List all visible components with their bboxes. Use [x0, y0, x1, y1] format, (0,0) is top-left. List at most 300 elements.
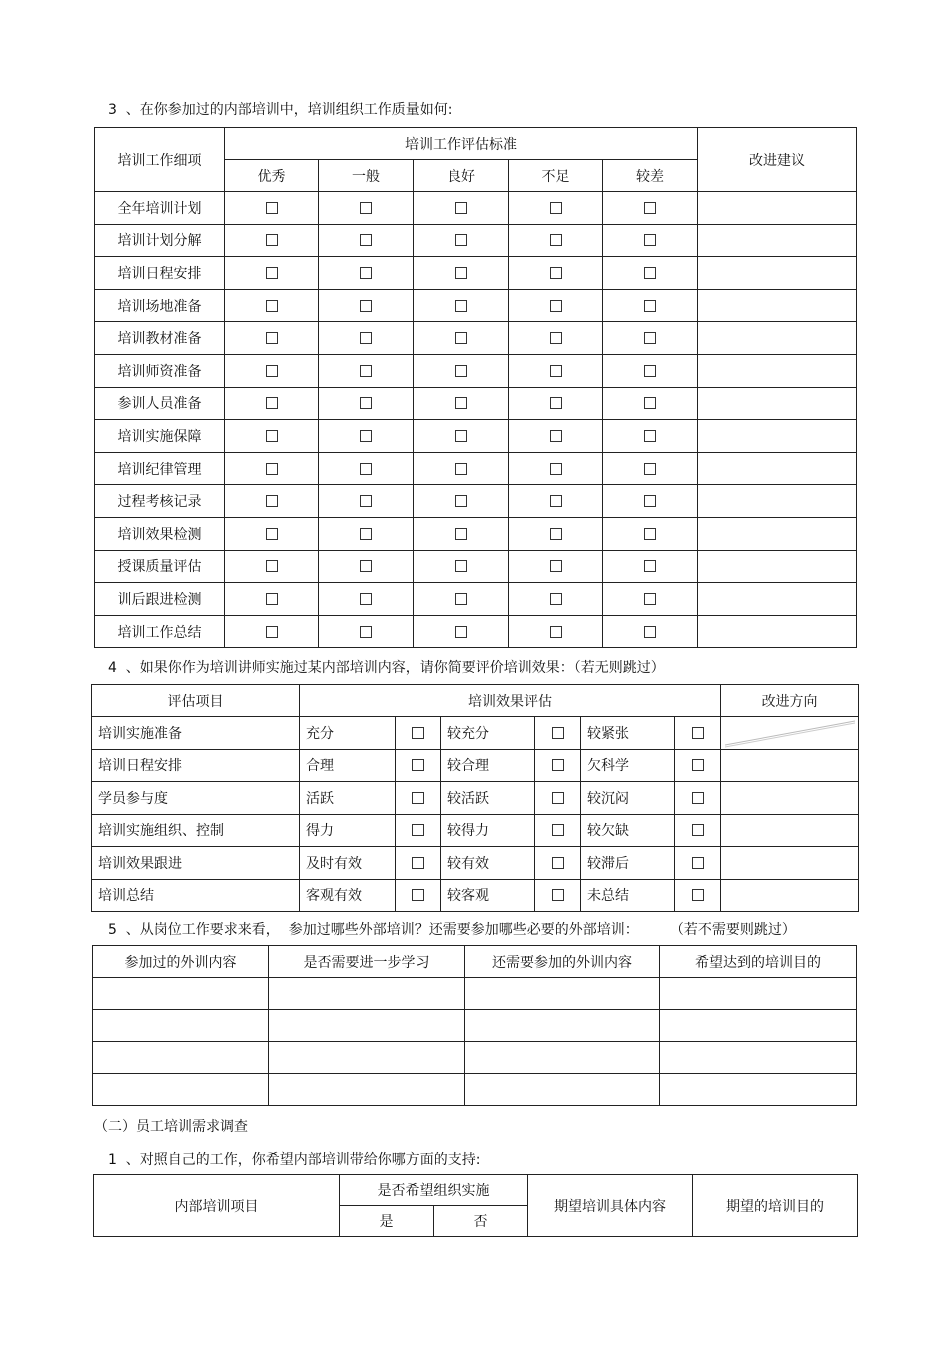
- checkbox-icon[interactable]: [692, 727, 704, 739]
- q3-suggest-cell[interactable]: [698, 452, 857, 485]
- checkbox-icon[interactable]: [644, 463, 656, 475]
- checkbox-icon[interactable]: [692, 857, 704, 869]
- q1-header-group: 是否希望组织实施: [340, 1175, 528, 1206]
- q3-checkbox-cell[interactable]: [603, 322, 698, 355]
- checkbox-icon[interactable]: [455, 463, 467, 475]
- q4-option-label: 未总结: [581, 879, 675, 912]
- q4-option-label: 充分: [300, 717, 396, 750]
- q5-blank-cell[interactable]: [93, 1074, 269, 1106]
- section2-title: （二）员工培训需求调查: [94, 1119, 248, 1135]
- checkbox-icon[interactable]: [455, 593, 467, 605]
- q3-checkbox-cell[interactable]: [509, 420, 603, 453]
- q5-header-cell: 是否需要进一步学习: [269, 946, 465, 978]
- checkbox-icon[interactable]: [360, 593, 372, 605]
- q3-row: [95, 192, 857, 225]
- q3-row-label: 培训教材准备: [95, 322, 225, 355]
- q3-row: [95, 387, 857, 420]
- q3-checkbox-cell[interactable]: [603, 387, 698, 420]
- q4-row: [92, 847, 859, 880]
- q4-option-label: 较客观: [441, 879, 535, 912]
- q3-row-label: 授课质量评估: [95, 550, 225, 583]
- q3-suggest-cell[interactable]: [698, 192, 857, 225]
- q3-checkbox-cell[interactable]: [414, 485, 509, 518]
- checkbox-icon[interactable]: [455, 560, 467, 572]
- q4-row: [92, 782, 859, 815]
- checkbox-icon[interactable]: [644, 626, 656, 638]
- q3-checkbox-cell[interactable]: [509, 354, 603, 387]
- checkbox-icon[interactable]: [552, 792, 564, 804]
- q5-blank-cell[interactable]: [660, 1074, 857, 1106]
- q5-blank-cell[interactable]: [465, 1074, 660, 1106]
- q3-row-label: 培训日程安排: [95, 257, 225, 290]
- q3-checkbox-cell[interactable]: [603, 224, 698, 257]
- q3-checkbox-cell[interactable]: [603, 257, 698, 290]
- checkbox-icon[interactable]: [455, 234, 467, 246]
- checkbox-icon[interactable]: [266, 528, 278, 540]
- q4-option-label: 较得力: [441, 814, 535, 847]
- q3-suggest-cell[interactable]: [698, 583, 857, 616]
- checkbox-icon[interactable]: [644, 332, 656, 344]
- checkbox-icon[interactable]: [360, 430, 372, 442]
- q3-checkbox-cell[interactable]: [319, 354, 414, 387]
- q4-checkbox-cell[interactable]: [396, 717, 441, 750]
- checkbox-icon[interactable]: [550, 267, 562, 279]
- q4-checkbox-cell[interactable]: [675, 847, 721, 880]
- q3-checkbox-cell[interactable]: [319, 224, 414, 257]
- q1-header-no: 否: [434, 1206, 528, 1237]
- q3-checkbox-cell[interactable]: [509, 322, 603, 355]
- checkbox-icon[interactable]: [360, 463, 372, 475]
- q4-row-label: 学员参与度: [92, 782, 300, 815]
- checkbox-icon[interactable]: [266, 560, 278, 572]
- checkbox-icon[interactable]: [455, 300, 467, 312]
- q4-row-label: 培训日程安排: [92, 749, 300, 782]
- q4-checkbox-cell[interactable]: [396, 814, 441, 847]
- q5-blank-cell[interactable]: [660, 1042, 857, 1074]
- checkbox-icon[interactable]: [644, 430, 656, 442]
- checkbox-icon[interactable]: [266, 300, 278, 312]
- checkbox-icon[interactable]: [266, 267, 278, 279]
- checkbox-icon[interactable]: [550, 463, 562, 475]
- checkbox-icon[interactable]: [692, 889, 704, 901]
- q4-option-label: 较合理: [441, 749, 535, 782]
- q4-checkbox-cell[interactable]: [675, 782, 721, 815]
- checkbox-icon[interactable]: [644, 267, 656, 279]
- q4-header-direction: 改进方向: [721, 685, 859, 717]
- checkbox-icon[interactable]: [644, 593, 656, 605]
- checkbox-icon[interactable]: [455, 332, 467, 344]
- q4-option-label: 合理: [300, 749, 396, 782]
- q4-checkbox-cell[interactable]: [396, 879, 441, 912]
- checkbox-icon[interactable]: [550, 593, 562, 605]
- checkbox-icon[interactable]: [692, 824, 704, 836]
- checkbox-icon[interactable]: [455, 626, 467, 638]
- q5-header-cell: 还需要参加的外训内容: [465, 946, 660, 978]
- q4-row: [92, 879, 859, 912]
- checkbox-icon[interactable]: [455, 495, 467, 507]
- q1-header-yes: 是: [340, 1206, 434, 1237]
- q3-suggest-cell[interactable]: [698, 224, 857, 257]
- checkbox-icon[interactable]: [412, 759, 424, 771]
- q3-suggest-cell[interactable]: [698, 289, 857, 322]
- q3-header-group: 培训工作评估标准: [225, 128, 698, 160]
- q3-checkbox-cell[interactable]: [319, 550, 414, 583]
- checkbox-icon[interactable]: [266, 430, 278, 442]
- q4-row-label: 培训效果跟进: [92, 847, 300, 880]
- q5-table: [92, 945, 857, 1106]
- q4-checkbox-cell[interactable]: [396, 782, 441, 815]
- q4-direction-cell[interactable]: [721, 782, 859, 815]
- q3-checkbox-cell[interactable]: [509, 224, 603, 257]
- q3-checkbox-cell[interactable]: [603, 192, 698, 225]
- q3-row-label: 过程考核记录: [95, 485, 225, 518]
- q4-checkbox-cell[interactable]: [535, 879, 581, 912]
- q4-checkbox-cell[interactable]: [535, 749, 581, 782]
- checkbox-icon[interactable]: [360, 560, 372, 572]
- q4-title: 4 、如果你作为培训讲师实施过某内部培训内容，请你简要评价培训效果：（若无则跳过）: [108, 660, 665, 676]
- q3-row: [95, 322, 857, 355]
- q3-header-item: 培训工作细项: [95, 128, 225, 192]
- checkbox-icon[interactable]: [455, 267, 467, 279]
- q3-checkbox-cell[interactable]: [509, 517, 603, 550]
- q5-header-cell: 参加过的外训内容: [93, 946, 269, 978]
- q3-checkbox-cell[interactable]: [225, 420, 319, 453]
- q3-row: [95, 485, 857, 518]
- q3-checkbox-cell[interactable]: [603, 452, 698, 485]
- checkbox-icon[interactable]: [360, 495, 372, 507]
- q4-checkbox-cell[interactable]: [675, 717, 721, 750]
- q3-suggest-cell[interactable]: [698, 257, 857, 290]
- q3-row-label: 培训场地准备: [95, 289, 225, 322]
- checkbox-icon[interactable]: [360, 202, 372, 214]
- q4-checkbox-cell[interactable]: [535, 782, 581, 815]
- q5-blank-cell[interactable]: [269, 1074, 465, 1106]
- checkbox-icon[interactable]: [692, 759, 704, 771]
- q3-level-header: 较差: [603, 160, 698, 192]
- q3-checkbox-cell[interactable]: [414, 322, 509, 355]
- q3-row: [95, 517, 857, 550]
- checkbox-icon[interactable]: [552, 889, 564, 901]
- q3-suggest-cell[interactable]: [698, 387, 857, 420]
- q4-option-label: 较活跃: [441, 782, 535, 815]
- q4-row: [92, 814, 859, 847]
- q3-checkbox-cell[interactable]: [509, 452, 603, 485]
- q5-blank-cell[interactable]: [269, 1042, 465, 1074]
- q4-checkbox-cell[interactable]: [396, 749, 441, 782]
- q4-option-label: 得力: [300, 814, 396, 847]
- q3-checkbox-cell[interactable]: [603, 420, 698, 453]
- checkbox-icon[interactable]: [644, 202, 656, 214]
- q5-blank-cell[interactable]: [660, 1010, 857, 1042]
- q3-suggest-cell[interactable]: [698, 420, 857, 453]
- q3-header-suggest: 改进建议: [698, 128, 857, 192]
- checkbox-icon[interactable]: [266, 626, 278, 638]
- q3-title: 3 、在你参加过的内部培训中，培训组织工作质量如何:: [108, 102, 453, 118]
- checkbox-icon[interactable]: [360, 397, 372, 409]
- q4-option-label: 较欠缺: [581, 814, 675, 847]
- q3-level-header: 不足: [509, 160, 603, 192]
- q3-checkbox-cell[interactable]: [319, 192, 414, 225]
- q3-checkbox-cell[interactable]: [414, 354, 509, 387]
- q4-direction-cell[interactable]: [721, 749, 859, 782]
- q3-checkbox-cell[interactable]: [414, 257, 509, 290]
- q3-checkbox-cell[interactable]: [414, 452, 509, 485]
- q4-table: [91, 684, 859, 912]
- q3-row: [95, 420, 857, 453]
- q3-suggest-cell[interactable]: [698, 615, 857, 648]
- checkbox-icon[interactable]: [550, 365, 562, 377]
- q3-checkbox-cell[interactable]: [319, 420, 414, 453]
- checkbox-icon[interactable]: [552, 824, 564, 836]
- q3-checkbox-cell[interactable]: [319, 485, 414, 518]
- q3-row-label: 培训师资准备: [95, 354, 225, 387]
- q3-checkbox-cell[interactable]: [603, 517, 698, 550]
- q4-direction-cell[interactable]: [721, 717, 859, 750]
- q3-checkbox-cell[interactable]: [319, 322, 414, 355]
- q3-checkbox-cell[interactable]: [225, 257, 319, 290]
- q3-checkbox-cell[interactable]: [603, 485, 698, 518]
- q3-checkbox-cell[interactable]: [509, 550, 603, 583]
- q5-blank-cell[interactable]: [93, 1010, 269, 1042]
- q3-checkbox-cell[interactable]: [509, 615, 603, 648]
- q4-option-label: 欠科学: [581, 749, 675, 782]
- q4-direction-cell[interactable]: [721, 847, 859, 880]
- q3-suggest-cell[interactable]: [698, 485, 857, 518]
- q3-checkbox-cell[interactable]: [603, 583, 698, 616]
- q3-suggest-cell[interactable]: [698, 322, 857, 355]
- checkbox-icon[interactable]: [550, 300, 562, 312]
- q3-checkbox-cell[interactable]: [225, 322, 319, 355]
- q3-checkbox-cell[interactable]: [414, 192, 509, 225]
- q5-blank-cell[interactable]: [465, 1010, 660, 1042]
- checkbox-icon[interactable]: [550, 495, 562, 507]
- q3-table: [94, 127, 857, 648]
- q3-checkbox-cell[interactable]: [319, 452, 414, 485]
- q3-row: [95, 354, 857, 387]
- q3-checkbox-cell[interactable]: [225, 550, 319, 583]
- q3-checkbox-cell[interactable]: [319, 615, 414, 648]
- checkbox-icon[interactable]: [644, 495, 656, 507]
- q5-title: 5 、从岗位工作要求来看， 参加过哪些外部培训？还需要参加哪些必要的外部培训： （若不需要则跳过）: [108, 922, 796, 938]
- checkbox-icon[interactable]: [455, 528, 467, 540]
- checkbox-icon[interactable]: [692, 792, 704, 804]
- checkbox-icon[interactable]: [550, 626, 562, 638]
- checkbox-icon[interactable]: [550, 332, 562, 344]
- q4-checkbox-cell[interactable]: [675, 749, 721, 782]
- q3-checkbox-cell[interactable]: [225, 517, 319, 550]
- q3-checkbox-cell[interactable]: [225, 387, 319, 420]
- q3-row: [95, 257, 857, 290]
- q5-blank-cell[interactable]: [269, 1010, 465, 1042]
- q3-row: [95, 452, 857, 485]
- checkbox-icon[interactable]: [266, 463, 278, 475]
- checkbox-icon[interactable]: [412, 727, 424, 739]
- q3-checkbox-cell[interactable]: [509, 387, 603, 420]
- checkbox-icon[interactable]: [644, 560, 656, 572]
- checkbox-icon[interactable]: [360, 267, 372, 279]
- q1-header-content: 期望培训具体内容: [528, 1175, 693, 1237]
- q3-row: [95, 615, 857, 648]
- q3-checkbox-cell[interactable]: [319, 517, 414, 550]
- q4-option-label: 较沉闷: [581, 782, 675, 815]
- q3-checkbox-cell[interactable]: [509, 485, 603, 518]
- q4-option-label: 较充分: [441, 717, 535, 750]
- q3-row: [95, 583, 857, 616]
- checkbox-icon[interactable]: [550, 397, 562, 409]
- checkbox-icon[interactable]: [644, 234, 656, 246]
- checkbox-icon[interactable]: [455, 430, 467, 442]
- checkbox-icon[interactable]: [455, 397, 467, 409]
- q3-level-header: 一般: [319, 160, 414, 192]
- q3-checkbox-cell[interactable]: [225, 354, 319, 387]
- checkbox-icon[interactable]: [266, 397, 278, 409]
- checkbox-icon[interactable]: [644, 397, 656, 409]
- q4-checkbox-cell[interactable]: [675, 879, 721, 912]
- q3-row-label: 训后跟进检测: [95, 583, 225, 616]
- checkbox-icon[interactable]: [552, 857, 564, 869]
- checkbox-icon[interactable]: [266, 234, 278, 246]
- q5-header-cell: 希望达到的培训目的: [660, 946, 857, 978]
- q4-checkbox-cell[interactable]: [675, 814, 721, 847]
- q3-checkbox-cell[interactable]: [603, 615, 698, 648]
- q4-row-label: 培训实施组织、控制: [92, 814, 300, 847]
- q4-row: [92, 749, 859, 782]
- q1-header-purpose: 期望的培训目的: [693, 1175, 858, 1237]
- checkbox-icon[interactable]: [550, 202, 562, 214]
- q4-option-label: 客观有效: [300, 879, 396, 912]
- q3-checkbox-cell[interactable]: [414, 517, 509, 550]
- checkbox-icon[interactable]: [550, 560, 562, 572]
- hatch-mark: [721, 717, 859, 749]
- q3-checkbox-cell[interactable]: [225, 192, 319, 225]
- q4-checkbox-cell[interactable]: [535, 847, 581, 880]
- q3-suggest-cell[interactable]: [698, 354, 857, 387]
- q3-checkbox-cell[interactable]: [225, 452, 319, 485]
- q3-row-label: 全年培训计划: [95, 192, 225, 225]
- q5-blank-cell[interactable]: [660, 978, 857, 1010]
- checkbox-icon[interactable]: [455, 365, 467, 377]
- q4-option-label: 较有效: [441, 847, 535, 880]
- q3-row: [95, 224, 857, 257]
- q4-option-label: 及时有效: [300, 847, 396, 880]
- q3-checkbox-cell[interactable]: [319, 583, 414, 616]
- q3-checkbox-cell[interactable]: [414, 289, 509, 322]
- q1-table: [93, 1174, 858, 1237]
- q1-title: 1 、对照自己的工作，你希望内部培训带给你哪方面的支持:: [108, 1152, 481, 1168]
- q4-header-group: 培训效果评估: [300, 685, 721, 717]
- checkbox-icon[interactable]: [360, 365, 372, 377]
- checkbox-icon[interactable]: [360, 300, 372, 312]
- q5-blank-cell[interactable]: [93, 978, 269, 1010]
- q4-row-label: 培训总结: [92, 879, 300, 912]
- q4-checkbox-cell[interactable]: [535, 814, 581, 847]
- checkbox-icon[interactable]: [455, 202, 467, 214]
- q3-checkbox-cell[interactable]: [414, 387, 509, 420]
- checkbox-icon[interactable]: [266, 593, 278, 605]
- checkbox-icon[interactable]: [360, 626, 372, 638]
- q3-level-header: 良好: [414, 160, 509, 192]
- checkbox-icon[interactable]: [412, 889, 424, 901]
- q3-checkbox-cell[interactable]: [509, 583, 603, 616]
- checkbox-icon[interactable]: [552, 759, 564, 771]
- checkbox-icon[interactable]: [552, 727, 564, 739]
- q4-direction-cell[interactable]: [721, 814, 859, 847]
- q3-checkbox-cell[interactable]: [509, 192, 603, 225]
- checkbox-icon[interactable]: [412, 792, 424, 804]
- q3-checkbox-cell[interactable]: [509, 289, 603, 322]
- q4-checkbox-cell[interactable]: [396, 847, 441, 880]
- q3-checkbox-cell[interactable]: [319, 387, 414, 420]
- q3-checkbox-cell[interactable]: [225, 615, 319, 648]
- q3-row-label: 培训计划分解: [95, 224, 225, 257]
- q3-row-label: 培训纪律管理: [95, 452, 225, 485]
- q3-checkbox-cell[interactable]: [225, 485, 319, 518]
- q3-checkbox-cell[interactable]: [414, 615, 509, 648]
- q3-checkbox-cell[interactable]: [225, 289, 319, 322]
- checkbox-icon[interactable]: [266, 365, 278, 377]
- q4-direction-cell[interactable]: [721, 879, 859, 912]
- q3-checkbox-cell[interactable]: [414, 420, 509, 453]
- q4-checkbox-cell[interactable]: [535, 717, 581, 750]
- q4-row: [92, 717, 859, 750]
- q5-blank-cell[interactable]: [269, 978, 465, 1010]
- q3-checkbox-cell[interactable]: [225, 224, 319, 257]
- q3-suggest-cell[interactable]: [698, 550, 857, 583]
- checkbox-icon[interactable]: [412, 857, 424, 869]
- q4-option-label: 较紧张: [581, 717, 675, 750]
- q3-checkbox-cell[interactable]: [509, 257, 603, 290]
- checkbox-icon[interactable]: [412, 824, 424, 836]
- q3-checkbox-cell[interactable]: [603, 550, 698, 583]
- q3-checkbox-cell[interactable]: [414, 583, 509, 616]
- q3-checkbox-cell[interactable]: [319, 289, 414, 322]
- q4-row-label: 培训实施准备: [92, 717, 300, 750]
- q3-checkbox-cell[interactable]: [603, 289, 698, 322]
- q3-checkbox-cell[interactable]: [414, 224, 509, 257]
- q5-blank-cell[interactable]: [93, 1042, 269, 1074]
- q3-checkbox-cell[interactable]: [414, 550, 509, 583]
- q3-row-label: 参训人员准备: [95, 387, 225, 420]
- q4-option-label: 活跃: [300, 782, 396, 815]
- q5-blank-cell[interactable]: [465, 1042, 660, 1074]
- q3-row: [95, 289, 857, 322]
- checkbox-icon[interactable]: [644, 365, 656, 377]
- checkbox-icon[interactable]: [550, 430, 562, 442]
- checkbox-icon[interactable]: [266, 332, 278, 344]
- q3-row-label: 培训实施保障: [95, 420, 225, 453]
- q3-row-label: 培训工作总结: [95, 615, 225, 648]
- q3-suggest-cell[interactable]: [698, 517, 857, 550]
- checkbox-icon[interactable]: [360, 528, 372, 540]
- q3-checkbox-cell[interactable]: [225, 583, 319, 616]
- q4-option-label: 较滞后: [581, 847, 675, 880]
- checkbox-icon[interactable]: [360, 234, 372, 246]
- checkbox-icon[interactable]: [644, 528, 656, 540]
- q3-checkbox-cell[interactable]: [603, 354, 698, 387]
- q5-blank-cell[interactable]: [465, 978, 660, 1010]
- q3-level-header: 优秀: [225, 160, 319, 192]
- checkbox-icon[interactable]: [266, 202, 278, 214]
- checkbox-icon[interactable]: [550, 528, 562, 540]
- q4-header-item: 评估项目: [92, 685, 300, 717]
- q3-row: [95, 550, 857, 583]
- checkbox-icon[interactable]: [266, 495, 278, 507]
- q3-row-label: 培训效果检测: [95, 517, 225, 550]
- checkbox-icon[interactable]: [550, 234, 562, 246]
- q3-checkbox-cell[interactable]: [319, 257, 414, 290]
- checkbox-icon[interactable]: [644, 300, 656, 312]
- checkbox-icon[interactable]: [360, 332, 372, 344]
